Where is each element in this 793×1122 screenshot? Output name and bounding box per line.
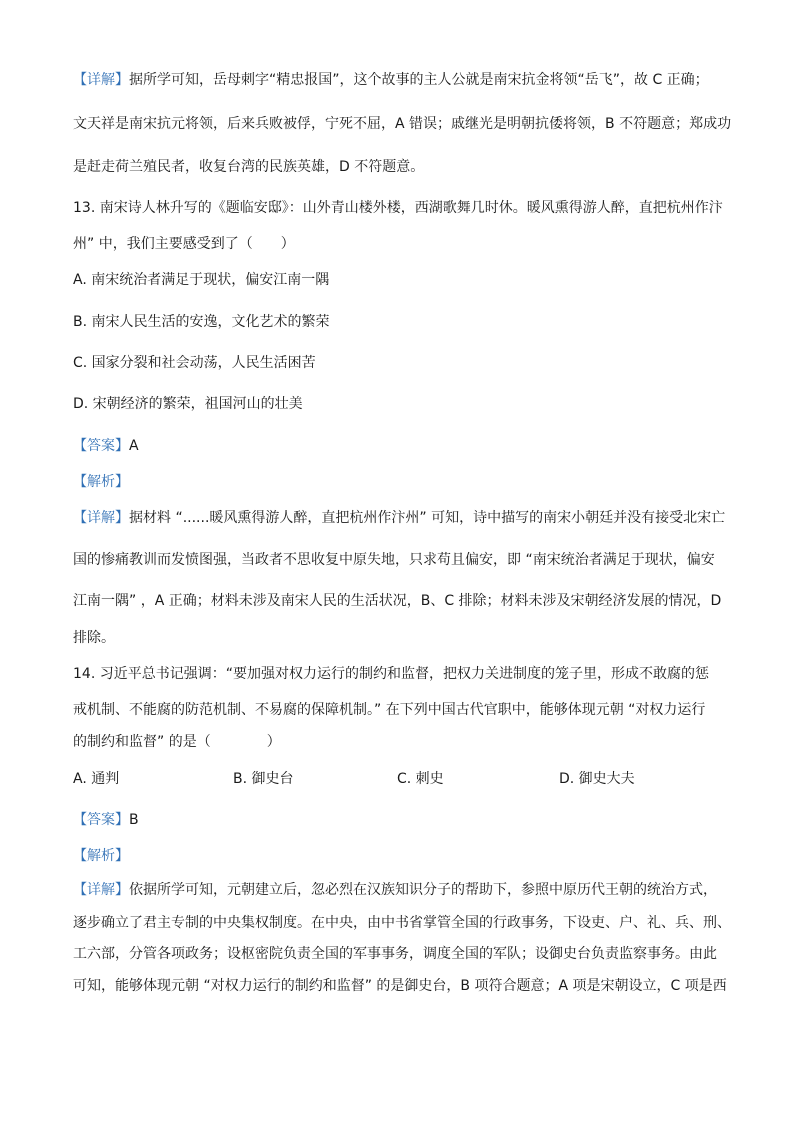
q13-answer — [73, 436, 139, 456]
q13-detail-line-4: 排除。 — [73, 630, 115, 646]
q14-option-b: B. 御史台 — [233, 771, 294, 787]
answer-value: A — [129, 438, 139, 454]
q12-detail-line-3: 是赶走荷兰殖民者，收复台湾的民族英雄，D 不符题意。 — [73, 159, 425, 175]
q13-option-c: C. 国家分裂和社会动荡，人民生活困苦 — [73, 355, 316, 371]
q14-detail-line-4: 可知，能够体现元朝 “对权力运行的制约和监督” 的是御史台，B 项符合题意；A 项是宋朝设立，C 项是西 — [73, 978, 727, 994]
q13-detail-line-3: 江南一隅” ，A 正确；材料未涉及南宋人民的生活状况，B、C 排除；材料未涉及宋朝经济发展的情况，D — [73, 593, 722, 609]
q12-detail-line-1: 【详解】据所学可知，岳母刺字“精忠报国”，这个故事的主人公就是南宋抗金将领“岳飞”，故 C 正确； — [73, 72, 709, 88]
q14-analysis-tag: 【解析】 — [73, 848, 129, 864]
q14-stem-line-3: 的制约和监督” 的是（ ） — [73, 734, 281, 750]
q13-analysis-tag: 【解析】 — [73, 474, 129, 490]
q13-detail-line-2: 国的惨痛教训而发愤图强，当政者不思收复中原失地，只求苟且偏安，即 “南宋统治者满足于现状，偏安 — [73, 552, 715, 568]
q12-detail-line-2: 文天祥是南宋抗元将领，后来兵败被俘，宁死不屈，A 错误；戚继光是明朝抗倭将领，B 不符题意；郑成功 — [73, 116, 732, 132]
q14-options — [73, 769, 723, 789]
q13-option-d: D. 宋朝经济的繁荣，祖国河山的壮美 — [73, 396, 303, 412]
answer-tag: 【答案】 — [73, 438, 129, 454]
answer-tag: 【答案】 — [73, 812, 129, 828]
q14-option-a: A. 通判 — [73, 771, 120, 787]
q13-stem-line-1: 13. 南宋诗人林升写的《题临安邸》：山外青山楼外楼，西湖歌舞几时休。暖风熏得游人醉，直把杭州作汴 — [73, 200, 723, 216]
q14-answer — [73, 810, 139, 830]
q14-stem-line-1: 14. 习近平总书记强调：“要加强对权力运行的制约和监督，把权力关进制度的笼子里，形成不敢腐的惩 — [73, 666, 709, 682]
q13-detail-line-1: 【详解】据材料 “......暖风熏得游人醉，直把杭州作汴州” 可知，诗中描写的南宋小朝廷并没有接受北宋亡 — [73, 510, 726, 526]
q14-detail-line-2: 逐步确立了君主专制的中央集权制度。在中央，由中书省掌管全国的行政事务，下设吏、户、礼、兵、刑、 — [73, 915, 731, 931]
answer-value: B — [129, 812, 139, 828]
detail-tag: 【详解】 — [73, 882, 129, 898]
q13-option-a: A. 南宋统治者满足于现状，偏安江南一隅 — [73, 272, 330, 288]
detail-tag: 【详解】 — [73, 510, 129, 526]
q13-stem-line-2: 州” 中，我们主要感受到了（ ） — [73, 236, 295, 252]
q13-option-b: B. 南宋人民生活的安逸，文化艺术的繁荣 — [73, 314, 330, 330]
detail-tag: 【详解】 — [73, 72, 129, 88]
q14-stem-line-2: 戒机制、不能腐的防范机制、不易腐的保障机制。” 在下列中国古代官职中，能够体现元朝 “对权力运行 — [73, 702, 706, 718]
q14-detail-line-1: 【详解】依据所学可知，元朝建立后，忽必烈在汉族知识分子的帮助下，参照中原历代王朝的统治方式， — [73, 882, 717, 898]
q14-detail-line-3: 工六部，分管各项政务；设枢密院负责全国的军事事务，调度全国的军队；设御史台负责监察事务。由此 — [73, 946, 717, 962]
q14-option-c: C. 刺史 — [397, 771, 444, 787]
q14-option-d: D. 御史大夫 — [559, 771, 635, 787]
